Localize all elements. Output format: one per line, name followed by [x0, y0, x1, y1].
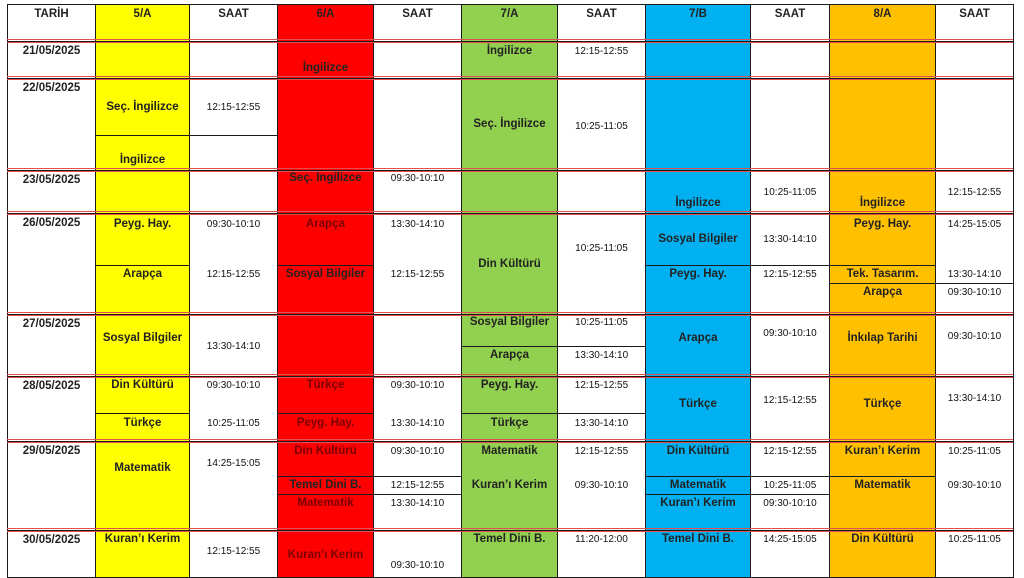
lesson-name: Din Kültürü — [111, 379, 174, 392]
header-7a: 7/A — [461, 4, 558, 42]
lesson-name: Matematik — [297, 497, 354, 510]
row-separator — [7, 374, 1013, 375]
header-date: TARİH — [7, 4, 96, 42]
class-cell — [95, 170, 190, 214]
time-slot: 09:30-10:10 — [206, 380, 261, 391]
time-slot: 14:25-15:05 — [763, 534, 817, 545]
row-separator — [7, 79, 1013, 80]
lesson-name: İngilizce — [675, 197, 721, 210]
lesson-name: Sosyal Bilgiler — [469, 316, 550, 329]
lesson-name: Peyg. Hay. — [480, 379, 539, 392]
lesson-name: Temel Dini B. — [289, 479, 362, 492]
lesson-name: Din Kültürü — [294, 445, 357, 458]
lesson-name: Sosyal Bilgiler — [285, 268, 366, 281]
header-time: SAAT — [935, 4, 1014, 42]
row-divider — [750, 265, 829, 266]
row-separator — [7, 312, 1013, 313]
lesson-name: Matematik — [114, 462, 171, 475]
class-cell — [95, 41, 190, 79]
lesson-name: İngilizce — [119, 154, 166, 167]
time-slot: 13:30-14:10 — [206, 341, 261, 352]
class-cell — [645, 78, 751, 171]
time-cell — [935, 78, 1014, 171]
row-separator — [7, 39, 1013, 40]
time-slot: 10:25-11:05 — [948, 534, 1001, 545]
time-slot: 13:30-14:10 — [763, 234, 817, 245]
time-slot: 12:15-12:55 — [574, 446, 629, 457]
header-time: SAAT — [373, 4, 462, 42]
lesson-name: Arapça — [490, 349, 529, 362]
time-slot: 09:30-10:10 — [390, 559, 445, 571]
time-slot: 10:25-11:05 — [207, 417, 260, 429]
time-slot: 12:15-12:55 — [206, 546, 261, 557]
time-slot: 12:15-12:55 — [206, 269, 261, 280]
class-cell — [277, 78, 374, 171]
time-slot: 10:25-11:05 — [575, 243, 628, 254]
lesson-name: Matematik — [854, 479, 911, 492]
lesson-name: Kuran’ı Kerim — [104, 533, 181, 546]
lesson-name: Sosyal Bilgiler — [658, 233, 738, 246]
lesson-name: Sosyal Bilgiler — [102, 332, 183, 345]
row-separator — [7, 214, 1013, 215]
time-slot: 13:30-14:10 — [390, 417, 445, 429]
lesson-name: Peyg. Hay. — [853, 218, 912, 231]
lesson-name: Temel Dini B. — [662, 533, 734, 546]
class-cell — [461, 170, 558, 214]
lesson-name: İngilizce — [859, 197, 906, 210]
time-slot: 09:30-10:10 — [390, 446, 445, 457]
header-time: SAAT — [557, 4, 646, 42]
time-cell — [189, 170, 278, 214]
time-slot: 12:15-12:55 — [763, 395, 817, 406]
lesson-name: Arapça — [123, 268, 162, 281]
header-5a: 5/A — [95, 4, 190, 42]
date-cell: 30/05/2025 — [7, 530, 96, 578]
lesson-name: Din Kültürü — [478, 257, 541, 270]
lesson-name: Türkçe — [123, 416, 162, 429]
row-separator — [7, 528, 1013, 529]
row-divider — [95, 135, 189, 136]
time-cell — [750, 41, 830, 79]
time-slot: 12:15-12:55 — [390, 480, 445, 491]
row-divider — [935, 283, 1013, 284]
date-cell: 29/05/2025 — [7, 441, 96, 531]
date-cell: 21/05/2025 — [7, 41, 96, 79]
lesson-name: Peyg. Hay. — [113, 218, 172, 231]
time-slot: 12:15-12:55 — [763, 446, 817, 457]
time-slot: 10:25-11:05 — [575, 121, 628, 132]
date-cell: 22/05/2025 — [7, 78, 96, 171]
date-cell: 26/05/2025 — [7, 213, 96, 315]
row-divider — [557, 346, 645, 347]
time-slot: 10:25-11:05 — [948, 446, 1001, 457]
row-divider — [645, 265, 750, 266]
lesson-name: Seç. İngilizce — [106, 100, 179, 113]
lesson-name: Arapça — [863, 286, 902, 299]
row-divider — [461, 413, 557, 414]
time-slot: 12:15-12:55 — [947, 186, 1002, 198]
time-slot: 14:25-15:05 — [206, 458, 261, 469]
time-slot: 13:30-14:10 — [947, 393, 1002, 404]
row-divider — [750, 494, 829, 495]
time-slot: 13:30-14:10 — [574, 417, 629, 429]
row-separator — [7, 76, 1013, 77]
row-divider — [373, 494, 461, 495]
row-divider — [645, 476, 750, 477]
lesson-name: Peyg. Hay. — [296, 416, 355, 429]
time-slot: 09:30-10:10 — [574, 480, 629, 491]
row-divider — [829, 476, 935, 477]
time-slot: 12:15-12:55 — [390, 269, 445, 280]
row-separator — [7, 171, 1013, 172]
time-slot: 10:25-11:05 — [763, 186, 817, 198]
time-slot: 13:30-14:10 — [390, 219, 445, 230]
lesson-name: Seç. İngilizce — [473, 118, 546, 131]
time-slot: 13:30-14:10 — [390, 498, 445, 509]
lesson-name: Arapça — [306, 218, 345, 231]
time-slot: 09:30-10:10 — [763, 328, 817, 339]
lesson-name: Kuran’ı Kerim — [660, 497, 736, 510]
row-separator — [7, 531, 1013, 532]
header-time: SAAT — [189, 4, 278, 42]
row-separator — [7, 168, 1013, 169]
header-6a: 6/A — [277, 4, 374, 42]
header-time: SAAT — [750, 4, 830, 42]
row-divider — [750, 476, 829, 477]
row-separator — [7, 315, 1013, 316]
row-divider — [277, 494, 373, 495]
time-cell — [935, 41, 1014, 79]
time-slot: 09:30-10:10 — [947, 287, 1002, 298]
time-slot: 12:15-12:55 — [574, 45, 629, 57]
time-slot: 09:30-10:10 — [947, 480, 1002, 491]
row-separator — [7, 211, 1013, 212]
lesson-name: Seç. İngilizce — [289, 172, 362, 185]
lesson-name: İnkılap Tarihi — [847, 332, 918, 345]
time-slot: 10:25-11:05 — [763, 480, 817, 491]
row-separator — [7, 42, 1013, 43]
time-cell — [373, 78, 462, 171]
time-slot: 13:30-14:10 — [574, 350, 629, 361]
lesson-name: İngilizce — [302, 62, 349, 75]
lesson-name: Kuran’ı Kerim — [471, 479, 548, 492]
row-divider — [95, 265, 189, 266]
lesson-name: Kuran’ı Kerim — [287, 549, 364, 562]
lesson-name: Din Kültürü — [666, 445, 730, 458]
class-cell — [277, 314, 374, 377]
row-divider — [277, 413, 373, 414]
row-divider — [277, 476, 373, 477]
row-divider — [829, 265, 935, 266]
lesson-name: Türkçe — [679, 398, 717, 411]
row-divider — [645, 494, 750, 495]
time-cell — [189, 41, 278, 79]
lesson-name: Arapça — [678, 332, 718, 345]
time-slot: 14:25-15:05 — [947, 219, 1002, 230]
header-8a: 8/A — [829, 4, 936, 42]
time-slot: 12:15-12:55 — [206, 101, 261, 113]
time-slot: 12:15-12:55 — [574, 380, 629, 391]
class-cell — [645, 41, 751, 79]
lesson-name: Matematik — [669, 479, 727, 492]
lesson-name: Tek. Tasarım. — [846, 268, 919, 281]
row-divider — [189, 135, 277, 136]
lesson-name: Din Kültürü — [851, 533, 914, 546]
time-slot: 13:30-14:10 — [947, 269, 1002, 280]
lesson-name: Peyg. Hay. — [669, 268, 727, 281]
time-slot: 09:30-10:10 — [947, 331, 1002, 342]
row-divider — [829, 283, 935, 284]
time-slot: 09:30-10:10 — [390, 173, 445, 184]
class-cell — [829, 78, 936, 171]
date-cell: 27/05/2025 — [7, 314, 96, 377]
class-cell — [829, 41, 936, 79]
date-cell: 28/05/2025 — [7, 376, 96, 442]
time-slot: 09:30-10:10 — [206, 219, 261, 230]
row-divider — [461, 346, 557, 347]
lesson-name: Türkçe — [306, 379, 345, 392]
row-divider — [277, 265, 373, 266]
lesson-name: Matematik — [481, 445, 538, 458]
date-cell: 23/05/2025 — [7, 170, 96, 214]
row-separator — [7, 439, 1013, 440]
time-slot: 09:30-10:10 — [390, 380, 445, 391]
lesson-name: İngilizce — [486, 44, 533, 57]
row-divider — [557, 413, 645, 414]
row-divider — [95, 413, 189, 414]
time-cell — [373, 314, 462, 377]
lesson-name: Kuran’ı Kerim — [844, 445, 921, 458]
time-slot: 10:25-11:05 — [575, 317, 628, 328]
lesson-name: Temel Dini B. — [473, 533, 546, 546]
time-cell — [373, 41, 462, 79]
lesson-name: Türkçe — [490, 416, 529, 429]
time-slot: 11:20-12:00 — [575, 534, 628, 545]
time-slot: 12:15-12:55 — [763, 269, 817, 280]
row-separator — [7, 377, 1013, 378]
lesson-name: Türkçe — [863, 398, 902, 411]
row-divider — [373, 476, 461, 477]
time-cell — [750, 78, 830, 171]
header-7b: 7/B — [645, 4, 751, 42]
time-cell — [557, 170, 646, 214]
row-separator — [7, 442, 1013, 443]
time-slot: 09:30-10:10 — [763, 498, 817, 509]
